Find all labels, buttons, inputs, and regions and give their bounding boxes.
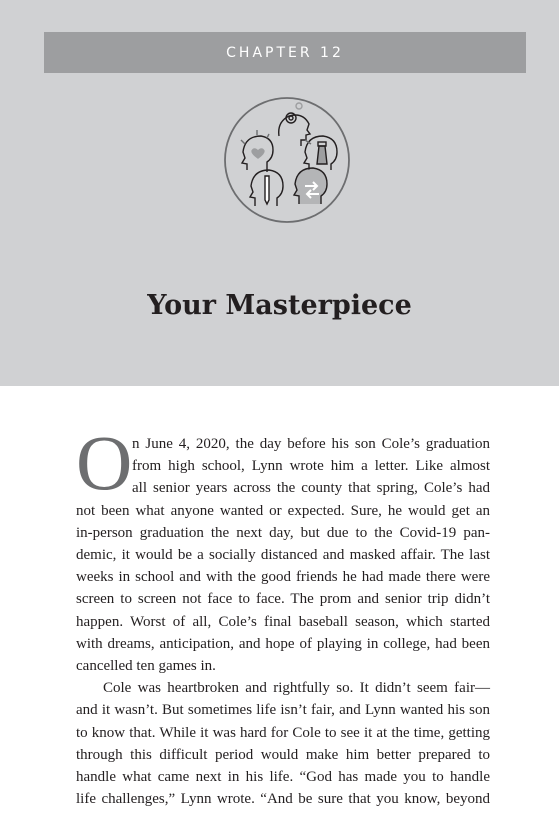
- text-line: Cole was heartbroken and rightfully so. It didn’t seem fair—: [103, 680, 490, 697]
- text-line: all senior years across the county that spring, Cole’s had: [132, 480, 490, 497]
- chapter-label-bar: [44, 32, 526, 73]
- chapter-header: [0, 0, 559, 386]
- text-line: handle what came next in his life. “God has made you to handle: [76, 769, 490, 786]
- text-line: in-person graduation the next day, but due to the Covid-19 pan-: [76, 524, 490, 541]
- chapter-emblem: [221, 96, 353, 224]
- text-line: through this difficult period would make him better prepared to: [76, 746, 490, 763]
- text-line: demic, it would be a socially distanced and masked affair. The last: [76, 547, 490, 564]
- text-line: screen to screen not face to face. The prom and senior trip didn’t: [76, 591, 490, 608]
- heart-head-icon: [241, 130, 273, 172]
- text-line: to know that. While it was hard for Cole to see it at the time, getting: [76, 724, 490, 741]
- arrows-head-icon: [294, 168, 327, 204]
- drop-cap: O: [76, 419, 133, 506]
- pencil-head-icon: [250, 170, 283, 206]
- text-line: life challenges,” Lynn wrote. “And be sure that you know, beyond: [76, 791, 490, 808]
- chapter-label: CHAPTER 12: [226, 44, 344, 61]
- text-line: from high school, Lynn wrote him a letter. Like almost: [132, 458, 490, 475]
- paragraph-2: [76, 677, 490, 810]
- text-line: cancelled ten games in.: [76, 658, 216, 675]
- text-line: weeks in school and with the good friends he had made there were: [76, 569, 490, 586]
- text-line: n June 4, 2020, the day before his son Cole’s graduation: [132, 436, 490, 452]
- text-line: not been what anyone wanted or expected. Sure, he would get an: [76, 502, 490, 519]
- chapter-body: [76, 419, 490, 810]
- lighthouse-head-icon: [304, 136, 337, 170]
- text-line: happen. Worst of all, Cole’s final baseball season, which started: [76, 613, 490, 630]
- chapter-title: Your Masterpiece: [147, 290, 412, 321]
- text-line: and it wasn’t. But sometimes life isn’t fair, and Lynn wanted his son: [76, 702, 490, 719]
- text-line: with dreams, anticipation, and hope of playing in college, had been: [76, 635, 490, 652]
- paragraph-1: [76, 419, 490, 677]
